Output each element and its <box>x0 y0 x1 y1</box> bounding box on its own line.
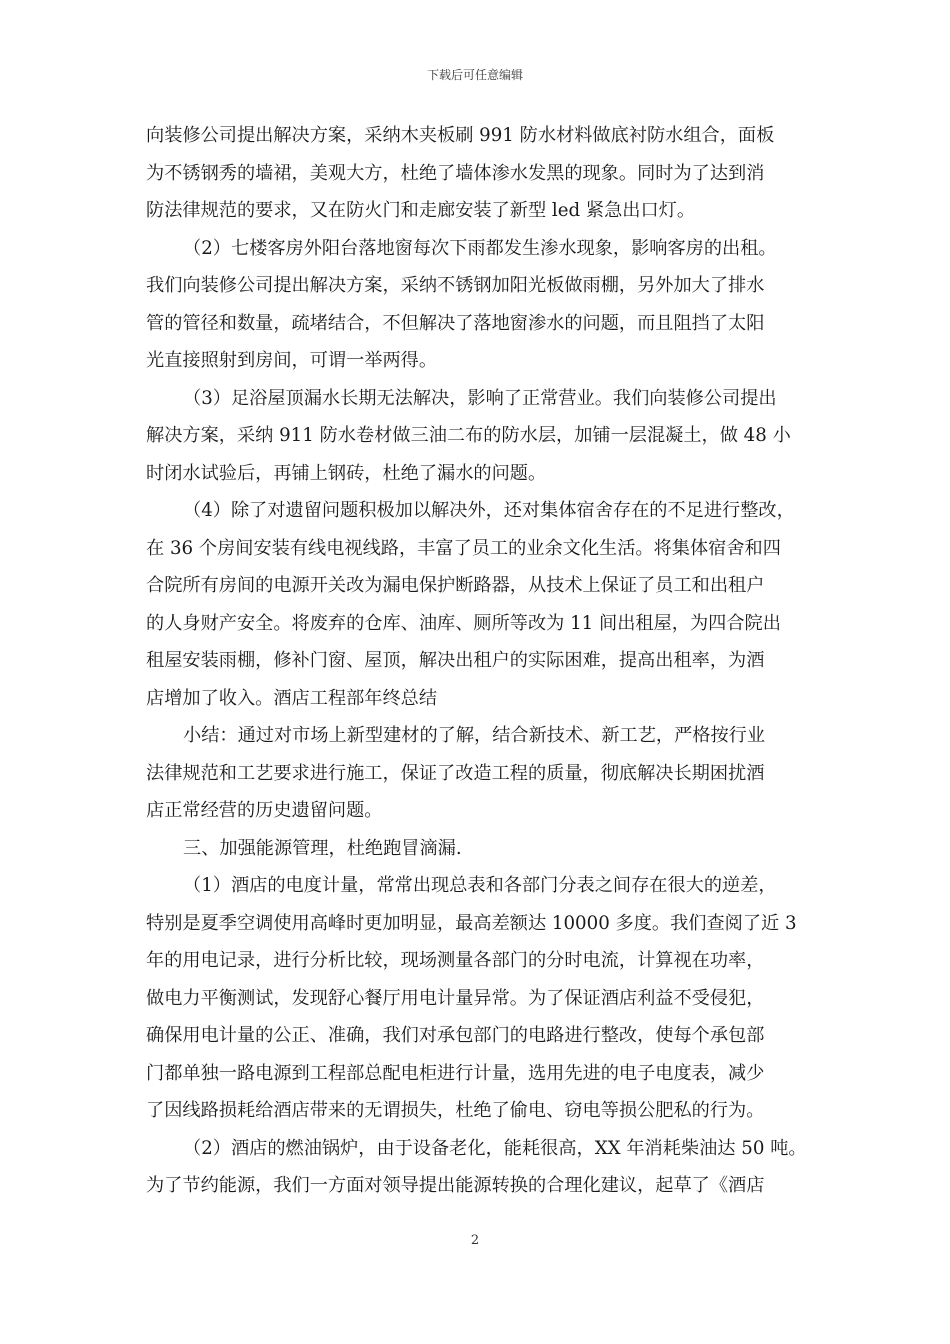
text-line: 年的用电记录，进行分析比较，现场测量各部门的分时电流，计算视在功率， <box>146 950 765 971</box>
text-line: 了因线路损耗给酒店带来的无谓损失，杜绝了偷电、窃电等损公肥私的行为。 <box>146 1100 765 1121</box>
text-line: （1）酒店的电度计量，常常出现总表和各部门分表之间存在很大的逆差， <box>183 875 777 896</box>
text-line: 法律规范和工艺要求进行施工，保证了改造工程的质量，彻底解决长期困扰酒 <box>146 762 765 784</box>
text-line: 小结：通过对市场上新型建材的了解，结合新技术、新工艺，严格按行业 <box>183 725 766 746</box>
text-line: 合院所有房间的电源开关改为漏电保护断路器，从技术上保证了员工和出租户 <box>146 575 765 596</box>
text-line: 门都单独一路电源到工程部总配电柜进行计量，选用先进的电子电度表，减少 <box>146 1062 765 1084</box>
text-line: （3）足浴屋顶漏水长期无法解决，影响了正常营业。我们向装修公司提出 <box>183 387 777 409</box>
text-line: （2）七楼客房外阳台落地窗每次下雨都发生渗水现象，影响客房的出租。 <box>183 237 777 259</box>
text-line: 三、加强能源管理，杜绝跑冒滴漏. <box>183 837 462 859</box>
text-line: 为不锈钢秀的墙裙，美观大方，杜绝了墙体渗水发黑的现象。同时为了达到消 <box>146 162 765 184</box>
text-line: 确保用电计量的公正、准确，我们对承包部门的电路进行整改，使每个承包部 <box>146 1025 765 1046</box>
text-line: 时闭水试验后，再铺上钢砖，杜绝了漏水的问题。 <box>146 462 547 484</box>
text-line: 向装修公司提出解决方案，采纳木夹板刷 991 防水材料做底衬防水组合，面板 <box>146 125 775 146</box>
text-line: 的人身财产安全。将废弃的仓库、油库、厕所等改为 11 间出租屋，为四合院出 <box>146 612 781 634</box>
text-line: 租屋安装雨棚，修补门窗、屋顶，解决出租户的实际困难，提高出租率，为酒 <box>146 650 765 671</box>
text-line: 光直接照射到房间，可谓一举两得。 <box>146 350 438 371</box>
page-number: 2 <box>470 1233 480 1248</box>
text-line: 解决方案，采纳 911 防水卷材做三油二布的防水层，加铺一层混凝土，做 48 小 <box>146 425 791 446</box>
text-line: 防法律规范的要求，又在防火门和走廊安装了新型 led 紧急出口灯。 <box>146 200 696 221</box>
document-body <box>146 124 810 1212</box>
text-line: （2）酒店的燃油锅炉，由于设备老化，能耗很高，XX 年消耗柴油达 50 吨。 <box>183 1137 807 1159</box>
text-line: 管的管径和数量，疏堵结合，不但解决了落地窗渗水的问题，而且阻挡了太阳 <box>146 312 765 334</box>
text-line: 为了节约能源，我们一方面对领导提出能源转换的合理化建议，起草了《酒店 <box>146 1175 765 1196</box>
text-line: 特别是夏季空调使用高峰时更加明显，最高差额达 10000 多度。我们查阅了近 3 <box>146 912 797 934</box>
text-line: 做电力平衡测试，发现舒心餐厅用电计量异常。为了保证酒店利益不受侵犯， <box>146 987 765 1009</box>
text-line: 我们向装修公司提出解决方案，采纳不锈钢加阳光板做雨棚，另外加大了排水 <box>146 275 765 296</box>
text-line: 店增加了收入。酒店工程部年终总结 <box>146 687 438 709</box>
page-header: 下载后可任意编辑 <box>426 68 523 82</box>
text-line: 店正常经营的历史遗留问题。 <box>146 800 383 821</box>
text-line: 在 36 个房间安装有线电视线路，丰富了员工的业余文化生活。将集体宿舍和四 <box>146 537 781 559</box>
text-line: （4）除了对遗留问题积极加以解决外，还对集体宿舍存在的不足进行整改， <box>183 500 795 521</box>
